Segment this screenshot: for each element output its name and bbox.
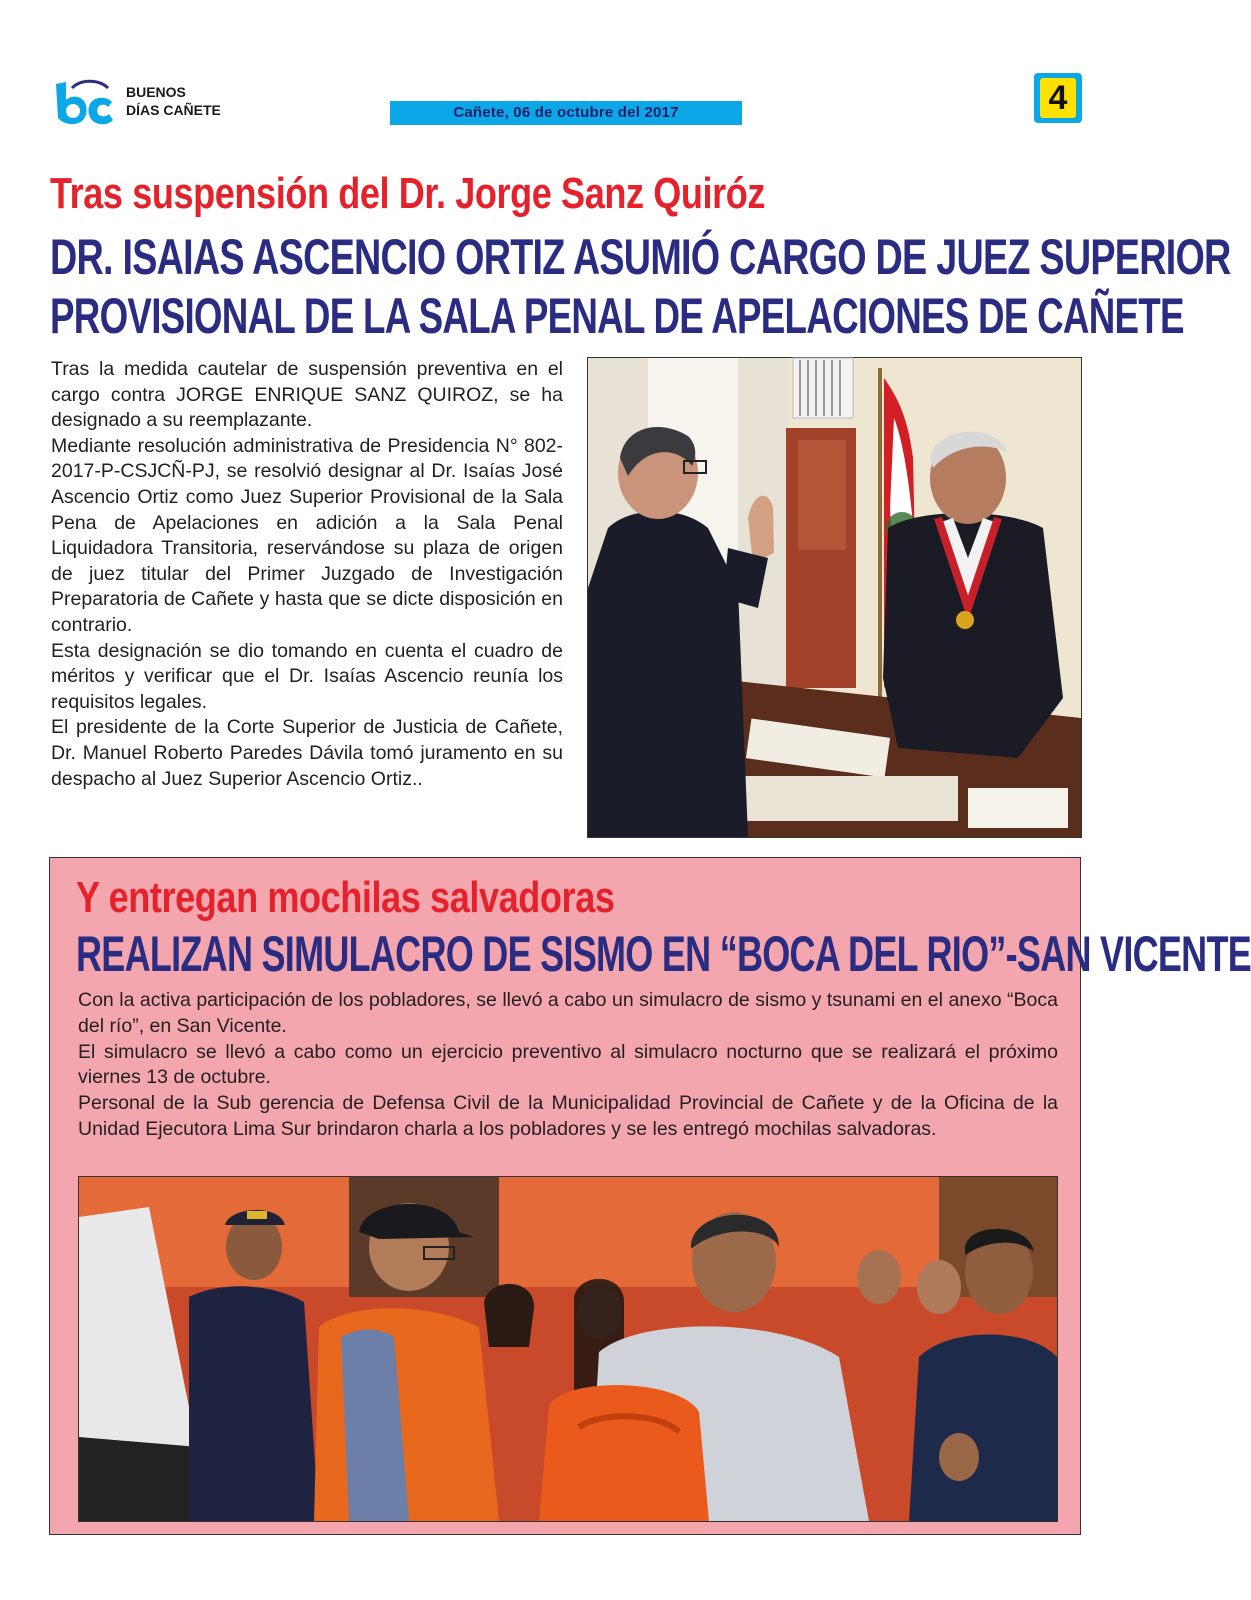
story2-body [78, 988, 1058, 1143]
story1-headline-line2: PROVISIONAL DE LA SALA PENAL DE APELACIONES DE CAÑETE [50, 288, 1184, 344]
story2-paragraph: Con la activa participación de los pobladores, se llevó a cabo un simulacro de sismo y tsunami en el anexo “Boca del río”, en San Vicente. [78, 989, 1058, 1037]
brand-name [126, 83, 221, 119]
story2-paragraph: Personal de la Sub gerencia de Defensa Civil de la Municipalidad Provincial de Cañete y de la Oficina de la Unidad Ejecutora Lima Sur brindaron charla a los pobladores y se les entregó mochilas salvadoras. [78, 1092, 1058, 1140]
drill-backpacks-photo [78, 1176, 1058, 1522]
story2-kicker: Y entregan mochilas salvadoras [76, 873, 615, 922]
story1-paragraph: El presidente de la Corte Superior de Justicia de Cañete, Dr. Manuel Roberto Paredes Dávila tomó juramento en su despacho al Juez Superior Ascencio Ortiz.. [51, 716, 563, 790]
brand-line-1: BUENOS [126, 84, 186, 100]
bc-logo-icon [52, 78, 118, 128]
story2-headline: REALIZAN SIMULACRO DE SISMO EN “BOCA DEL RIO”-SAN VICENTE [76, 926, 1251, 982]
story1-paragraph: Mediante resolución administrativa de Presidencia N° 802-2017-P-CSJCÑ-PJ, se resolvió designar al Dr. Isaías José Ascencio Ortiz como Juez Superior Provisional de la Sala Pena de Apelaciones en adición a la Sala Penal Liquidadora Transitoria, reservándose su plaza de origen de juez titular del Primer Juzgado de Investigación Preparatoria de Cañete y hasta que se dicte disposición en contrario. [51, 434, 563, 636]
page-number: 4 [1040, 78, 1076, 118]
swearing-in-photo [587, 357, 1082, 838]
page-number-badge [1034, 73, 1082, 123]
brand-line-2: DÍAS CAÑETE [126, 102, 221, 118]
story1-headline-line1: DR. ISAIAS ASCENCIO ORTIZ ASUMIÓ CARGO DE JUEZ SUPERIOR [50, 229, 1231, 285]
story1-body [51, 357, 563, 792]
story1-paragraph: Tras la medida cautelar de suspensión preventiva en el cargo contra JORGE ENRIQUE SANZ QUIROZ, se ha designado a su reemplazante. [51, 358, 563, 432]
story1-paragraph: Esta designación se dio tomando en cuenta el cuadro de méritos y verificar que el Dr. Isaías Ascencio reunía los requisitos legales. [51, 639, 563, 713]
issue-date: Cañete, 06 de octubre del 2017 [390, 101, 742, 125]
story1-kicker: Tras suspensión del Dr. Jorge Sanz Quiróz [50, 169, 766, 218]
story2-paragraph: El simulacro se llevó a cabo como un ejercicio preventivo al simulacro nocturno que se realizará el próximo viernes 13 de octubre. [78, 1040, 1058, 1089]
